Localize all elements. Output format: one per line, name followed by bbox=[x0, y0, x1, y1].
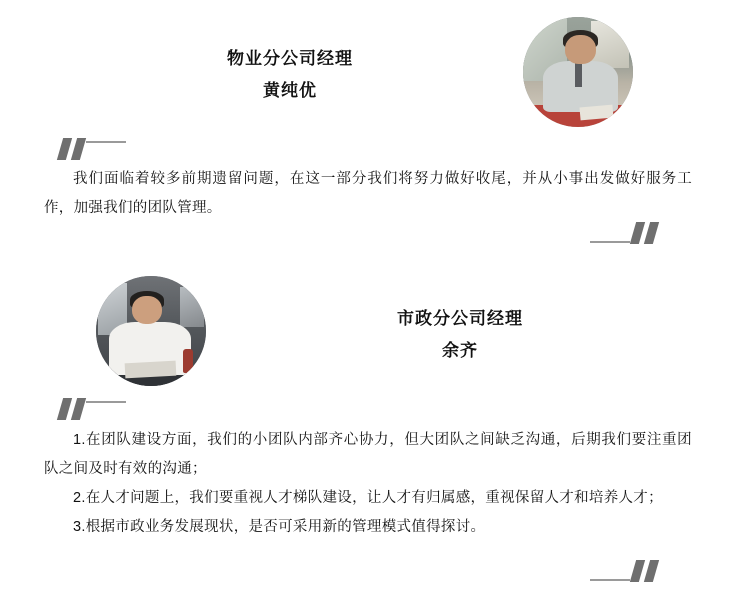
profile-photo bbox=[96, 276, 206, 386]
quote-close-icon bbox=[590, 222, 656, 248]
paragraph: 1.在团队建设方面，我们的小团队内部齐心协力，但大团队之间缺乏沟通，后期我们要注重团队之间及时有效的沟通； bbox=[44, 432, 692, 477]
paragraph: 我们面临着较多前期遗留问题，在这一部分我们将努力做好收尾，并从小事出发做好服务工作，加强我们的团队管理。 bbox=[44, 171, 692, 216]
quote-open-icon bbox=[60, 398, 126, 424]
quote-text-municipal-manager bbox=[44, 426, 692, 542]
quote-open-icon bbox=[60, 138, 126, 164]
role-title: 物业分公司经理 bbox=[227, 49, 353, 68]
profile-names bbox=[300, 306, 620, 363]
profile-block-property-manager bbox=[0, 12, 730, 132]
profile-photo bbox=[523, 17, 633, 127]
role-title: 市政分公司经理 bbox=[397, 309, 523, 328]
profile-names bbox=[140, 46, 440, 103]
paragraph: 2.在人才问题上，我们要重视人才梯队建设，让人才有归属感，重视保留人才和培养人才； bbox=[73, 490, 663, 506]
profile-block-municipal-manager bbox=[0, 276, 730, 396]
quote-text-property-manager bbox=[44, 165, 692, 223]
person-name: 余齐 bbox=[442, 340, 478, 360]
person-name: 黄纯优 bbox=[263, 80, 317, 100]
quote-close-icon bbox=[590, 560, 656, 586]
paragraph: 3.根据市政业务发展现状，是否可采用新的管理模式值得探讨。 bbox=[73, 519, 486, 535]
